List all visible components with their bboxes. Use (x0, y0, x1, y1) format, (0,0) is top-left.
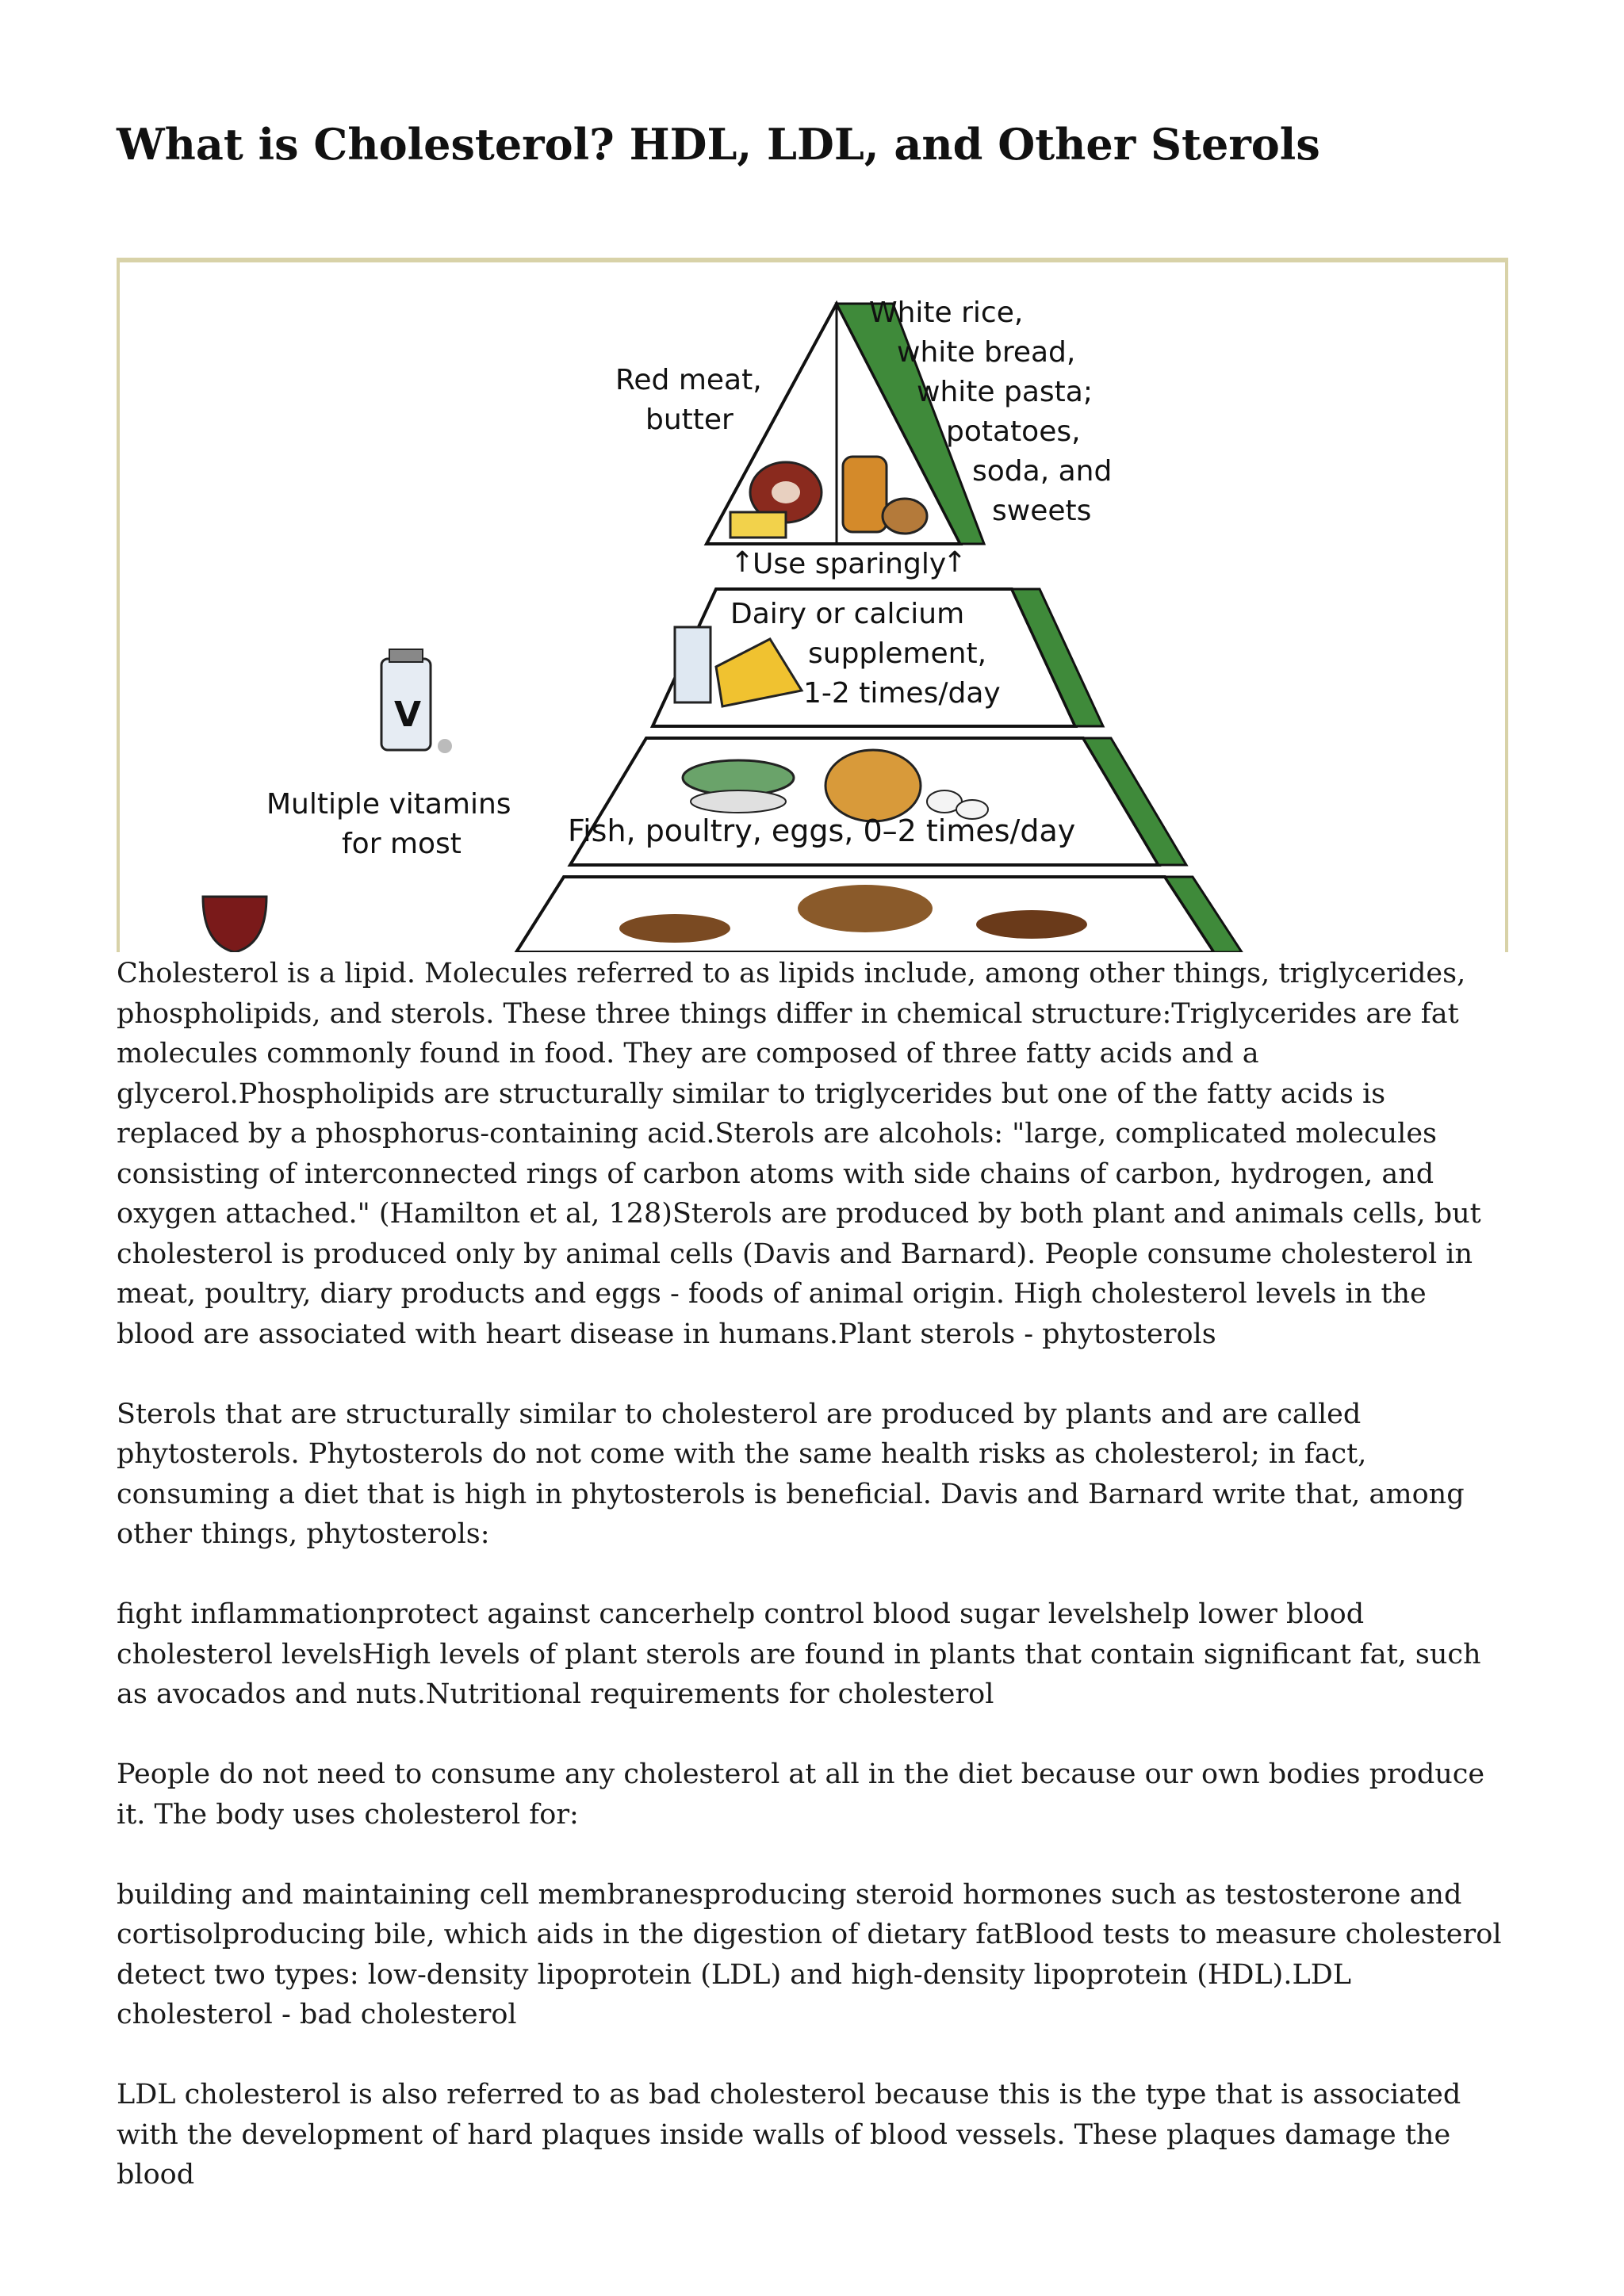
food-pyramid-figure (117, 258, 1508, 952)
paragraph: building and maintaining cell membranesproducing steroid hormones such as testosterone and cortisolproducing bile, which aids in the digestion of dietary fatBlood tests to measure cholesterol detect two types: low-density lipoprotein (LDL) and high-density lipoprotein (HDL).LDL cholesterol - bad cholesterol (117, 1878, 1502, 2030)
arrow-up-icon: ↑ (730, 546, 755, 579)
paragraph: fight inflammationprotect against cancerhelp control blood sugar levelshelp lower blood cholesterol levelsHigh levels of plant sterols are found in plants that contain significant fat, such as avocados and nuts.Nutritional requirements for cholesterol (117, 1598, 1481, 1710)
dairy-label-line3: 1-2 times/day (803, 677, 1001, 710)
food-pyramid-illustration (120, 262, 1505, 952)
white-rice-label-line5: soda, and (972, 455, 1113, 488)
vitamin-letter: V (394, 695, 422, 735)
pyramid-tier-nuts (516, 877, 1242, 952)
vitamins-label-line1: Multiple vitamins (266, 788, 511, 821)
arrow-up-icon: ↑ (943, 546, 967, 579)
paragraph: Cholesterol is a lipid. Molecules referred to as lipids include, among other things, triglycerides, phospholipids, and sterols. These three things differ in chemical structure:Triglycerides are fat molecules commonly found in food. They are composed of three fatty acids and a glycerol.Phospholipids are structurally similar to triglycerides but one of the fatty acids is replaced by a phosphorus-containing acid.Sterols are alcohols: "large, complicated molecules consisting of interconnected rings of carbon atoms with side chains of carbon, hydrogen, and oxygen attached." (Hamilton et al, 128)Sterols are produced by both plant and animals cells, but cholesterol is produced only by animal cells (Davis and Barnard). People consume cholesterol in meat, poultry, diary products and eggs - foods of animal origin. High cholesterol levels in the blood are associated with heart disease in humans.Plant sterols - phytosterols (117, 958, 1481, 1350)
white-rice-label-line4: potatoes, (946, 415, 1081, 448)
fish-icon (683, 760, 794, 813)
white-rice-label-line6: sweets (992, 495, 1092, 527)
fish-label: Fish, poultry, eggs, 0–2 times/day (568, 813, 1076, 848)
wine-glass-icon (203, 897, 266, 952)
white-rice-label-line3: white pasta; (917, 376, 1093, 408)
article-body (117, 954, 1508, 2235)
milk-glass-icon (675, 627, 710, 702)
dairy-label-line1: Dairy or calcium (730, 598, 965, 630)
white-rice-label-line1: White rice, (869, 297, 1024, 329)
red-meat-label-line1: Red meat, (615, 364, 762, 396)
paragraph: People do not need to consume any cholesterol at all in the diet because our own bodies produce it. The body uses cholesterol for: (117, 1758, 1485, 1831)
red-meat-label-line2: butter (645, 404, 733, 436)
page-title: What is Cholesterol? HDL, LDL, and Other Sterols (117, 119, 1320, 170)
roast-chicken-icon (825, 750, 921, 821)
dairy-label-line2: supplement, (808, 637, 987, 670)
vitamins-label-line2: for most (342, 828, 462, 860)
paragraph: Sterols that are structurally similar to cholesterol are produced by plants and are called phytosterols. Phytosterols do not come with the same health risks as cholesterol; in fact, consuming a diet that is high in phytosterols is beneficial. Davis and Barnard write that, among other things, phytosterols: (117, 1398, 1465, 1550)
use-sparingly-label: Use sparingly (753, 548, 947, 580)
paragraph: LDL cholesterol is also referred to as bad cholesterol because this is the type that is associated with the development of hard plaques inside walls of blood vessels. These plaques damage the blood (117, 2079, 1461, 2191)
white-rice-label-line2: white bread, (897, 336, 1076, 369)
